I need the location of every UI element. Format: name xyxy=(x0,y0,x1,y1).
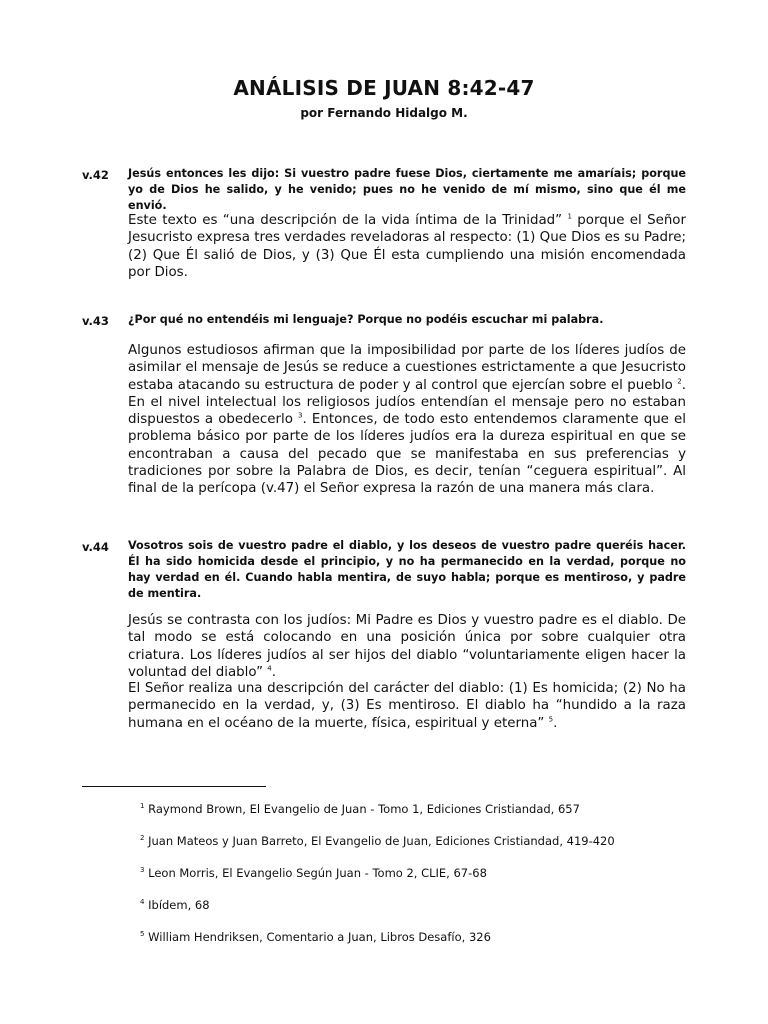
commentary-paragraph xyxy=(128,612,686,681)
footnote-text: William Hendriksen, Comentario a Juan, Libros Desafío, 326 xyxy=(148,930,491,944)
footnote-ref: 1 xyxy=(567,212,572,221)
footnote xyxy=(140,898,210,912)
footnote-text: Juan Mateos y Juan Barreto, El Evangelio de Juan, Ediciones Cristiandad, 419-420 xyxy=(148,834,615,848)
footnote-ref: 3 xyxy=(298,411,303,420)
document-title: ANÁLISIS DE JUAN 8:42-47 xyxy=(233,76,535,100)
paragraph-text: Algunos estudiosos afirman que la imposibilidad por parte de los líderes judíos de asimilar el mensaje de Jesús se reduce a cuestiones estrictamente a que Jesucristo estaba atacando su estructura de poder y al control que ejercían sobre el pueblo xyxy=(128,343,686,393)
commentary-paragraph xyxy=(128,680,686,732)
footnote-number: 4 xyxy=(140,898,145,907)
footnote-text: Leon Morris, El Evangelio Según Juan - Tomo 2, CLIE, 67-68 xyxy=(148,866,487,880)
footnote xyxy=(140,802,580,816)
paragraph-text: El Señor realiza una descripción del carácter del diablo: (1) Es homicida; (2) No ha permanecido en la verdad, y, (3) Es mentiroso. El diablo ha “hundido a la raza humana en el océano de la muerte, física, espiritual y eterna” xyxy=(128,681,686,731)
footnote-text: Raymond Brown, El Evangelio de Juan - Tomo 1, Ediciones Cristiandad, 657 xyxy=(148,802,580,816)
paragraph-text: . Entonces, de todo esto entendemos claramente que el problema básico por parte de los líderes judíos era la dureza espiritual en que se encontraban a causa del pecado que se manifestaba en sus preferencias y tradiciones por sobre la Palabra de Dios, es decir, tenían “ceguera espiritual”. Al final de la perícopa (v.47) el Señor expresa la razón de una manera más clara. xyxy=(128,412,686,497)
paragraph-text: porque el Señor Jesucristo expresa tres verdades reveladoras al respecto: (1) Que Dios es su Padre; (2) Que Él salió de Dios, y (3) Que Él esta cumpliendo una misión encomendada por Dios. xyxy=(128,213,686,280)
verse-number: v.44 xyxy=(82,540,109,554)
footnote-number: 3 xyxy=(140,866,145,875)
footnote xyxy=(140,834,615,848)
verse-number: v.42 xyxy=(82,168,109,182)
paragraph-text: . xyxy=(553,715,558,731)
verse-text: Vosotros sois de vuestro padre el diablo, y los deseos de vuestro padre queréis hacer. Él ha sido homicida desde el principio, y no ha permanecido en la verdad, porque no hay verdad en él. Cuando habla mentira, de suyo habla; porque es mentiroso, y padre de mentira. xyxy=(128,539,686,600)
paragraph-text: Jesús se contrasta con los judíos: Mi Padre es Dios y vuestro padre es el diablo. De tal modo se está colocando en una posición única por sobre cualquier otra criatura. Los líderes judíos al ser hijos del diablo “voluntariamente eligen hacer la voluntad del diablo” xyxy=(128,613,686,680)
paragraph-text: Este texto es “una descripción de la vida íntima de la Trinidad” xyxy=(128,213,568,228)
paragraph-text: . En el nivel intelectual los religiosos judíos entendían el mensaje pero no estaban dispuestos a obedecerlo xyxy=(128,377,686,428)
commentary-paragraph xyxy=(128,212,686,281)
verse-number: v.43 xyxy=(82,314,109,328)
footnote-text: Ibídem, 68 xyxy=(148,898,210,912)
footnote-ref: 5 xyxy=(548,715,554,724)
footnote-number: 5 xyxy=(140,930,145,939)
footnote xyxy=(140,866,487,880)
footnote-number: 1 xyxy=(140,802,145,811)
verse-text: Jesús entonces les dijo: Si vuestro padre fuese Dios, ciertamente me amaríais; porque yo de Dios he salido, y he venido; pues no he venido de mí mismo, sino que él me envió. xyxy=(128,167,686,212)
footnote-number: 2 xyxy=(140,834,145,843)
footnote-ref: 4 xyxy=(267,664,272,673)
paragraph-text: . xyxy=(271,664,277,680)
commentary-paragraph xyxy=(128,342,686,498)
document-author: por Fernando Hidalgo M. xyxy=(300,106,468,120)
footnote xyxy=(140,930,491,944)
footnote-ref: 2 xyxy=(677,377,682,386)
footnote-separator xyxy=(82,786,266,787)
verse-text: ¿Por qué no entendéis mi lenguaje? Porque no podéis escuchar mi palabra. xyxy=(128,313,604,326)
